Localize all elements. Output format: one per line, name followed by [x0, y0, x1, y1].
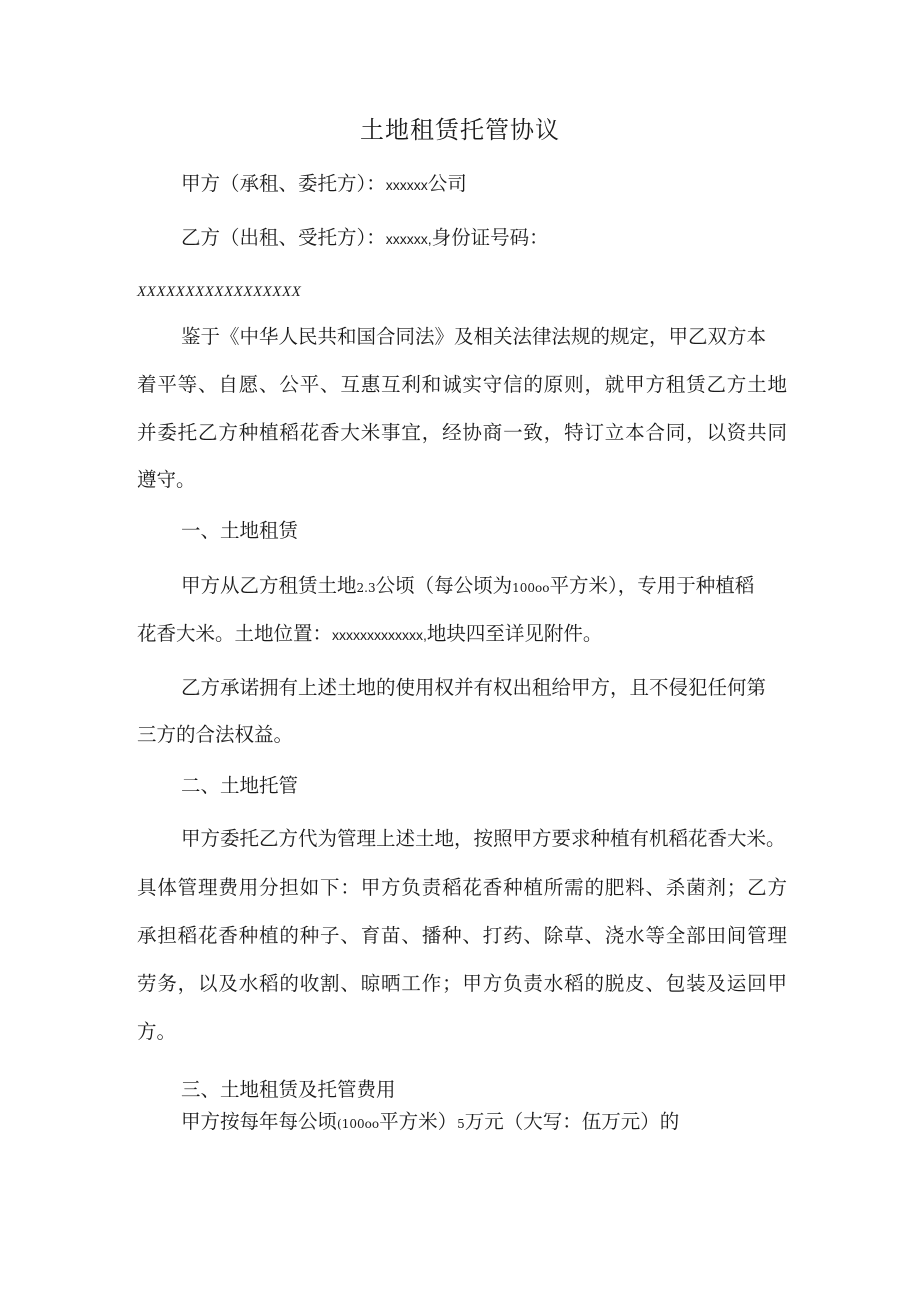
- hectare-size: (100oo: [337, 1117, 380, 1131]
- section2-para-line: 承担稻花香种植的种子、育苗、播种、打药、除草、浇水等全部田间管理: [137, 924, 787, 947]
- section1-para1-line2: [137, 619, 787, 650]
- text-run: 甲方按每年每公顷: [181, 1110, 338, 1133]
- preamble-line: 鉴于《中华人民共和国合同法》及相关法律法规的规定，甲乙双方本: [181, 325, 767, 348]
- section1-heading: 一、土地租赁: [181, 519, 299, 542]
- text-run: 地块四至详见附件。: [426, 622, 603, 645]
- preamble-line: 并委托乙方种植稻花香大米事宜，经协商一致，特订立本合同，以资共同: [137, 421, 787, 444]
- party-b-value: xxxxxx,: [385, 231, 432, 247]
- text-run: 甲方从乙方租赁土地: [181, 574, 357, 597]
- section3-fee-line: [181, 1107, 787, 1139]
- section1-para2-line: 乙方承诺拥有上述土地的使用权并有权出租给甲方，且不侵犯任何第: [181, 676, 767, 699]
- area-value: 2.3: [356, 581, 376, 595]
- section2-para-line: 具体管理费用分担如下：甲方负责稻花香种植所需的肥料、杀菌剂；乙方: [137, 876, 787, 899]
- text-run: 平方米）: [379, 1110, 458, 1133]
- hectare-size: 100oo: [512, 581, 550, 595]
- section2-para-line: 方。: [137, 1020, 177, 1043]
- land-location: xxxxxxxxxxxxx,: [332, 627, 427, 643]
- section1-para2-line: 三方的合法权益。: [137, 723, 294, 746]
- document-title: 土地租赁托管协议: [360, 116, 560, 144]
- text-run: 平方米），专用于种植稻: [549, 574, 755, 597]
- party-b-prefix: 乙方（出租、受托方）：: [181, 226, 386, 249]
- party-a-suffix: 公司: [427, 172, 467, 195]
- text-run: 公顷（每公顷为: [375, 574, 513, 597]
- preamble-line: 遵守。: [137, 468, 196, 491]
- text-run: 花香大米。土地位置：: [137, 622, 333, 645]
- section1-para1-line1: [181, 571, 787, 603]
- section2-heading: 二、土地托管: [181, 774, 299, 797]
- section2-para-line: 甲方委托乙方代为管理上述土地，按照甲方要求种植有机稻花香大米。: [181, 827, 786, 850]
- preamble-line: 着平等、自愿、公平、互惠互利和诚实守信的原则，就甲方租赁乙方土地: [137, 373, 787, 396]
- fee-amount: 5: [457, 1117, 465, 1131]
- party-a-line: [181, 169, 787, 200]
- section2-para-line: 劳务，以及水稻的收割、晾晒工作；甲方负责水稻的脱皮、包装及运回甲: [137, 972, 787, 995]
- party-a-value: xxxxxx: [385, 177, 428, 193]
- party-b-suffix: 身份证号码：: [431, 226, 549, 249]
- id-number: XXXXXXXXXXXXXXXXX: [137, 284, 302, 300]
- party-b-line: [181, 223, 787, 254]
- section3-heading: 三、土地租赁及托管费用: [181, 1078, 396, 1101]
- text-run: 万元（大写：伍万元）的: [464, 1110, 680, 1133]
- party-a-prefix: 甲方（承租、委托方）：: [181, 172, 386, 195]
